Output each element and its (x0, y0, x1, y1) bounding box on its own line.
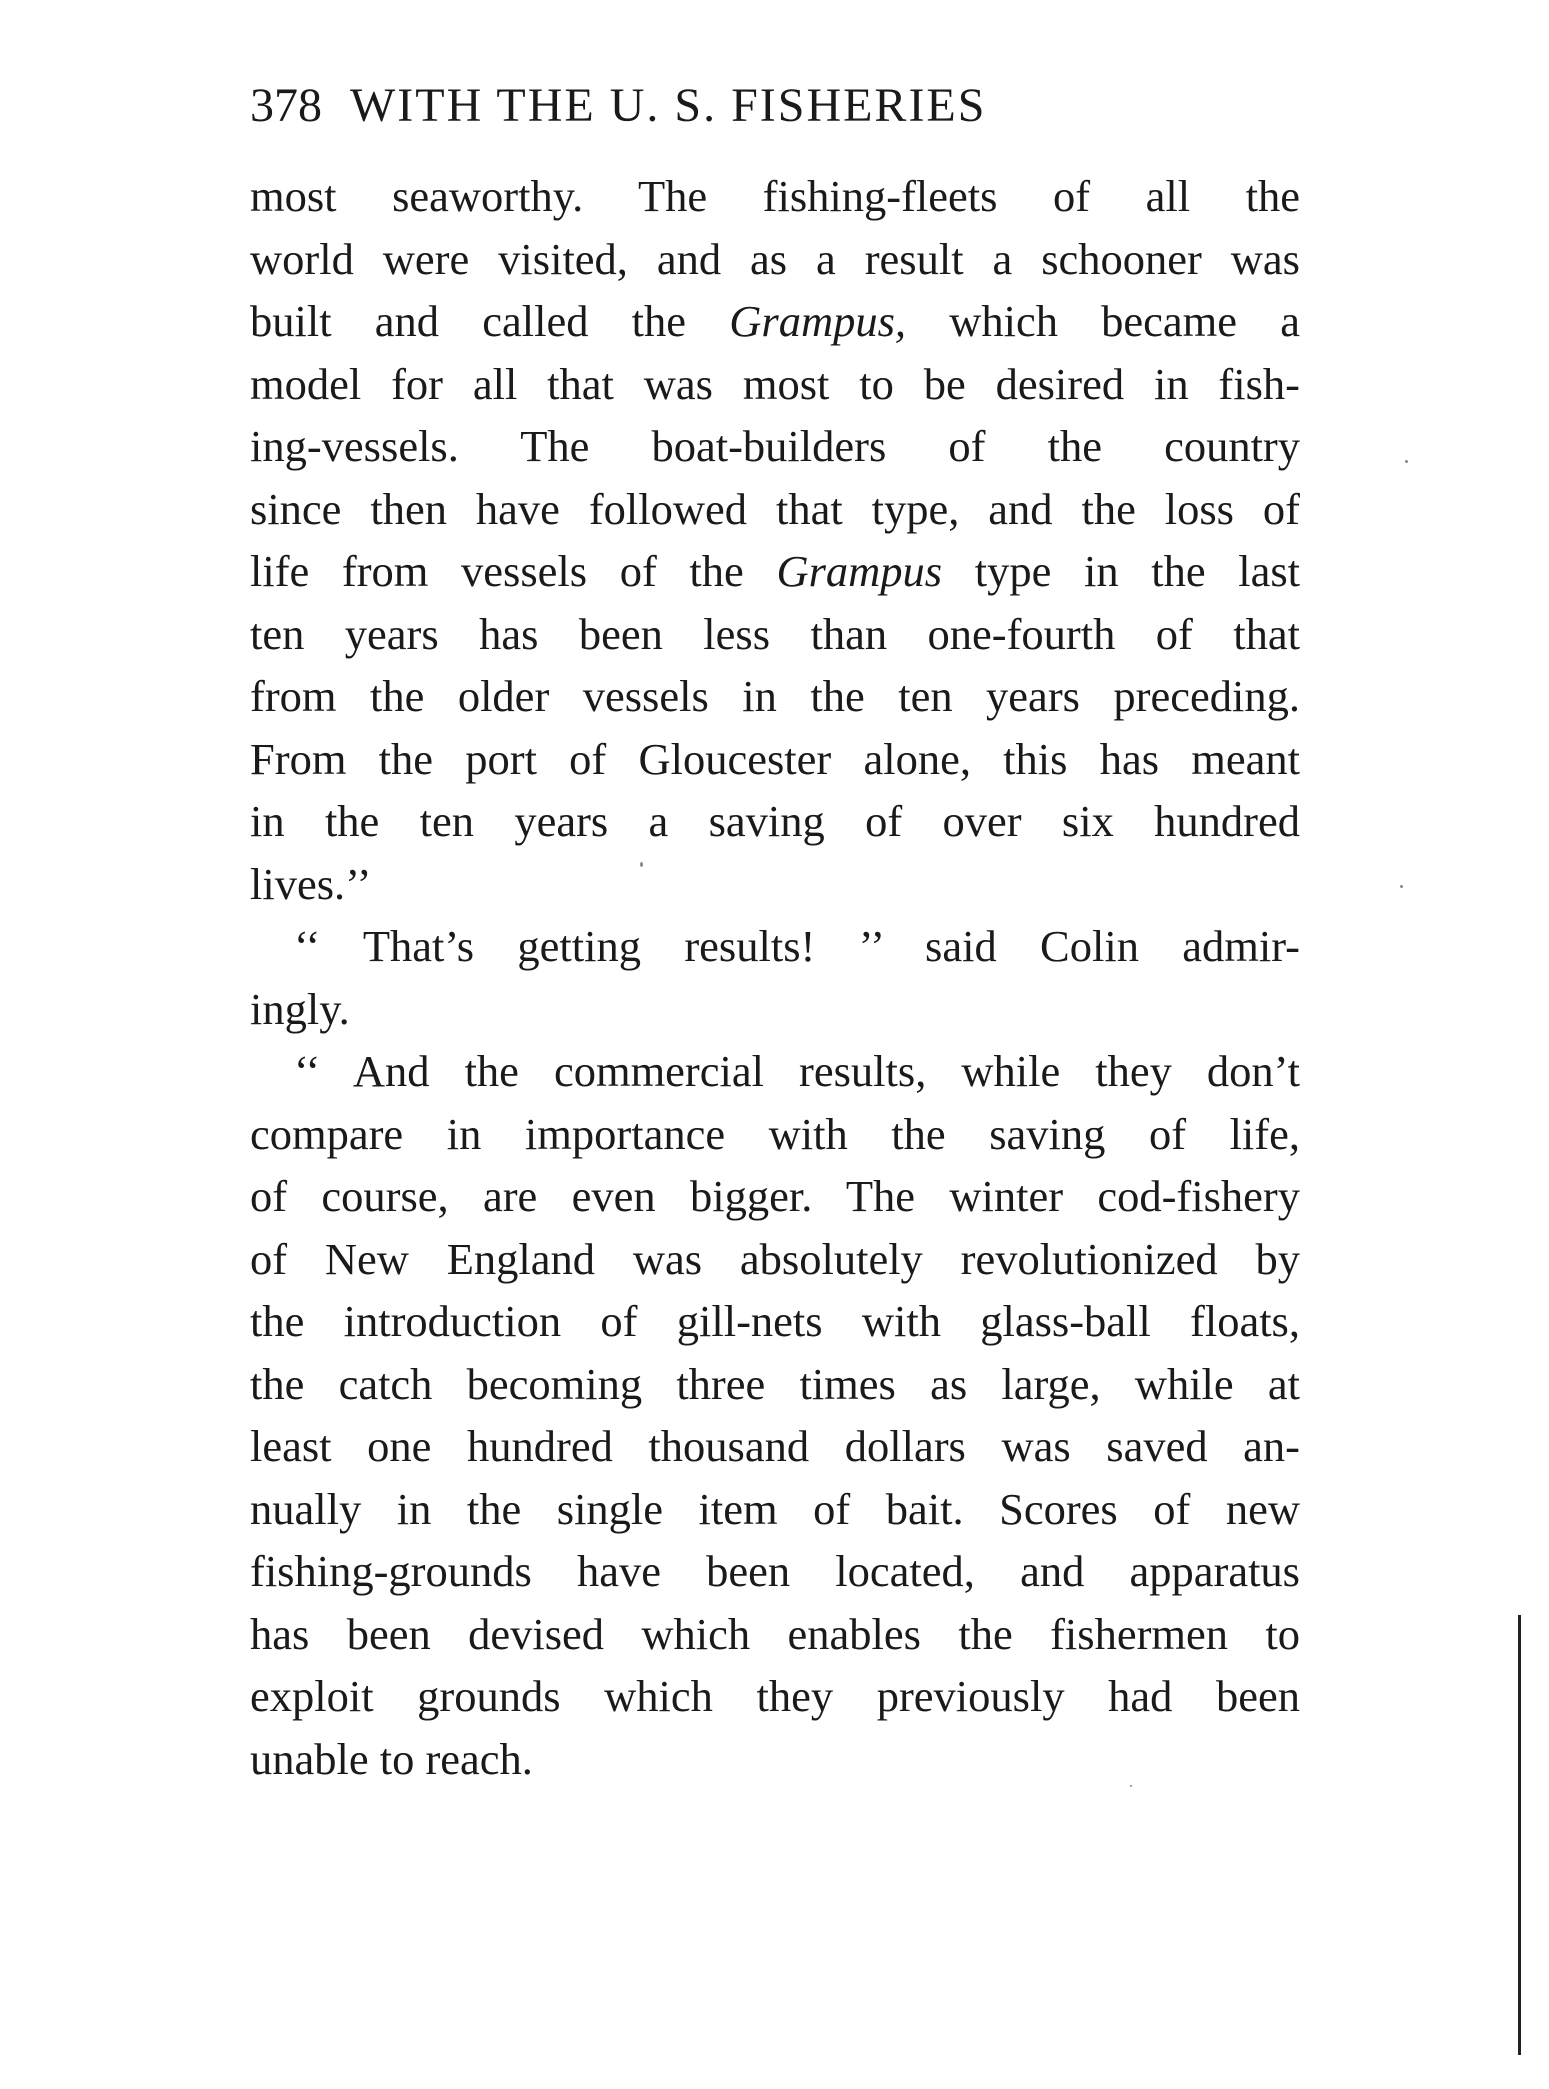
text-line: exploit grounds which they previously had been (250, 1671, 1300, 1721)
text-line: has been devised which enables the fishermen to (250, 1608, 1300, 1659)
text-line: since then have followed that type, and the loss of (250, 483, 1300, 534)
running-title: WITH THE U. S. FISHERIES (350, 79, 987, 132)
body-text (250, 165, 1300, 1790)
text-line: the catch becoming three times as large, while at (250, 1358, 1300, 1409)
text-line: world were visited, and as a result a schooner was (250, 233, 1300, 284)
scan-speck (640, 862, 643, 867)
text-line: model for all that was most to be desired in fish- (250, 358, 1300, 409)
vessel-name-italic: Grampus, (729, 296, 907, 346)
text-line: nually in the single item of bait. Scores of new (250, 1483, 1300, 1534)
text-line: of course, are even bigger. The winter cod-fishery (250, 1171, 1300, 1221)
text-line: ten years has been less than one-fourth of that (250, 608, 1300, 659)
text-line: life from vessels of the Grampus type in the last (250, 546, 1300, 596)
page-edge-rule (1518, 1615, 1521, 2055)
scan-speck (1130, 1785, 1132, 1787)
text-line: ‘‘ And the commercial results, while they don’t (294, 1046, 1300, 1096)
text-line: the introduction of gill-nets with glass-ball floats, (250, 1296, 1300, 1346)
text-line: ingly. (250, 983, 350, 1034)
scan-speck (1405, 460, 1408, 463)
text-line: From the port of Gloucester alone, this has meant (250, 733, 1300, 784)
text-line: compare in importance with the saving of life, (250, 1108, 1300, 1159)
text-line: least one hundred thousand dollars was saved an- (250, 1421, 1300, 1471)
text-line: of New England was absolutely revolutionized by (250, 1233, 1300, 1284)
text-line: unable to reach. (250, 1733, 533, 1784)
vessel-name-italic: Grampus (776, 546, 943, 596)
text-line: built and called the Grampus, which became a (250, 296, 1300, 346)
text-line: ing-vessels. The boat-builders of the country (250, 421, 1300, 471)
text-line: fishing-grounds have been located, and apparatus (250, 1546, 1300, 1596)
text-line: from the older vessels in the ten years preceding. (250, 671, 1300, 721)
scan-speck (1400, 885, 1403, 888)
text-line: lives.’’ (250, 858, 372, 909)
page-number: 378 (250, 79, 322, 132)
text-line: in the ten years a saving of over six hundred (250, 796, 1300, 846)
running-header (250, 70, 1300, 142)
text-line: most seaworthy. The fishing-fleets of all the (250, 171, 1300, 221)
text-line: ‘‘ That’s getting results! ’’ said Colin admir- (294, 921, 1300, 971)
